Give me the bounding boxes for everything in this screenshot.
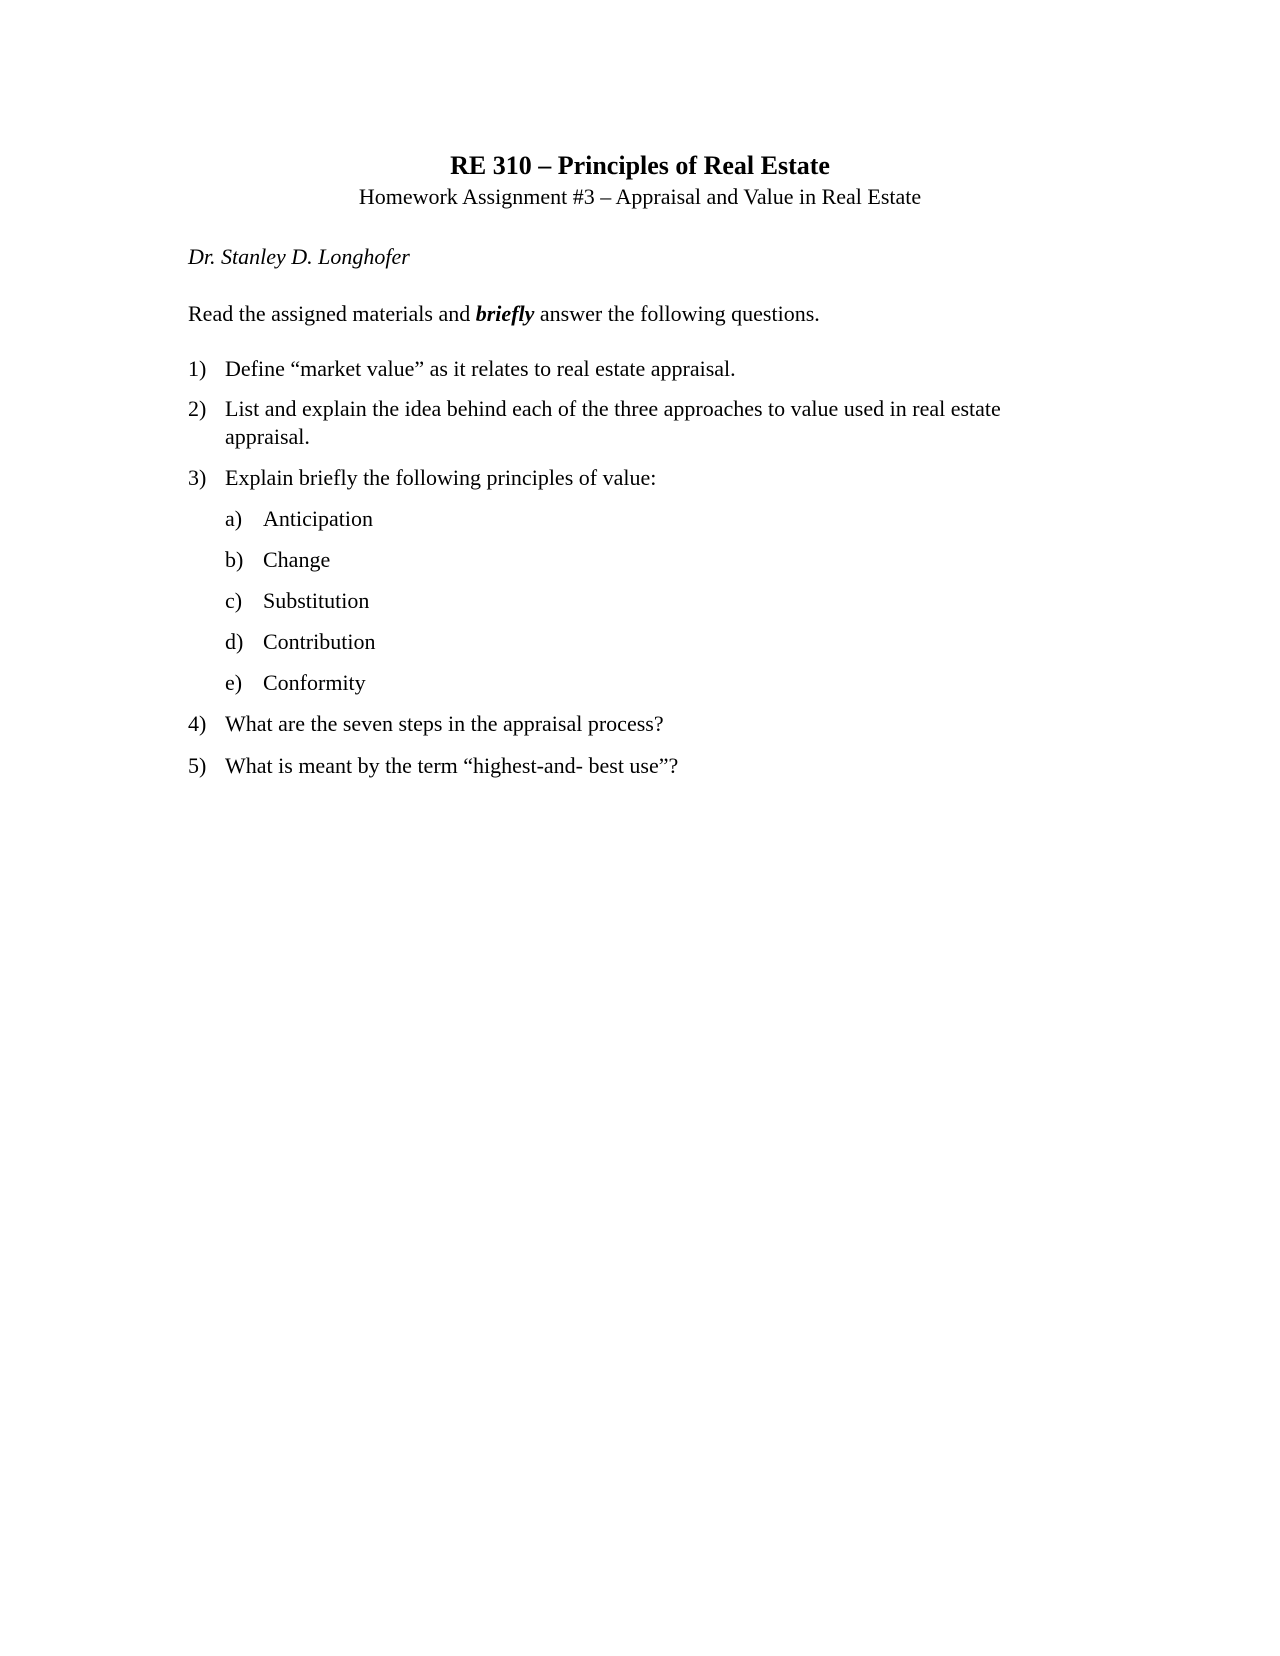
principle-letter: b) <box>225 547 244 572</box>
instructions-after: answer the following questions. <box>534 301 820 326</box>
question-number: 1) <box>188 356 207 381</box>
principle-letter: d) <box>225 629 244 654</box>
question-number: 4) <box>188 711 207 736</box>
principle-letter: a) <box>225 506 243 531</box>
question-text: What is meant by the term “highest-and- best use”? <box>225 753 679 778</box>
question-text: What are the seven steps in the appraisal process? <box>225 711 664 736</box>
instructions-emphasis: briefly <box>475 301 535 326</box>
principle-text: Conformity <box>263 670 366 695</box>
question-number: 2) <box>188 396 207 421</box>
principle-text: Change <box>263 547 331 572</box>
principle-text: Substitution <box>263 588 370 613</box>
document-title: RE 310 – Principles of Real Estate <box>450 151 830 180</box>
question-number: 5) <box>188 753 207 778</box>
principle-letter: e) <box>225 670 243 695</box>
question-number: 3) <box>188 465 207 490</box>
question-text: List and explain the idea behind each of the three approaches to value used in real estate appraisal. <box>225 396 1001 449</box>
principle-text: Anticipation <box>263 506 373 531</box>
document-subtitle: Homework Assignment #3 – Appraisal and Value in Real Estate <box>358 184 922 209</box>
instructions <box>188 300 820 328</box>
author-name: Dr. Stanley D. Longhofer <box>188 244 410 269</box>
question-text: Explain briefly the following principles of value: <box>225 465 657 490</box>
principle-text: Contribution <box>263 629 376 654</box>
question-text: Define “market value” as it relates to real estate appraisal. <box>225 356 736 381</box>
principle-letter: c) <box>225 588 243 613</box>
instructions-before: Read the assigned materials and <box>188 301 476 326</box>
